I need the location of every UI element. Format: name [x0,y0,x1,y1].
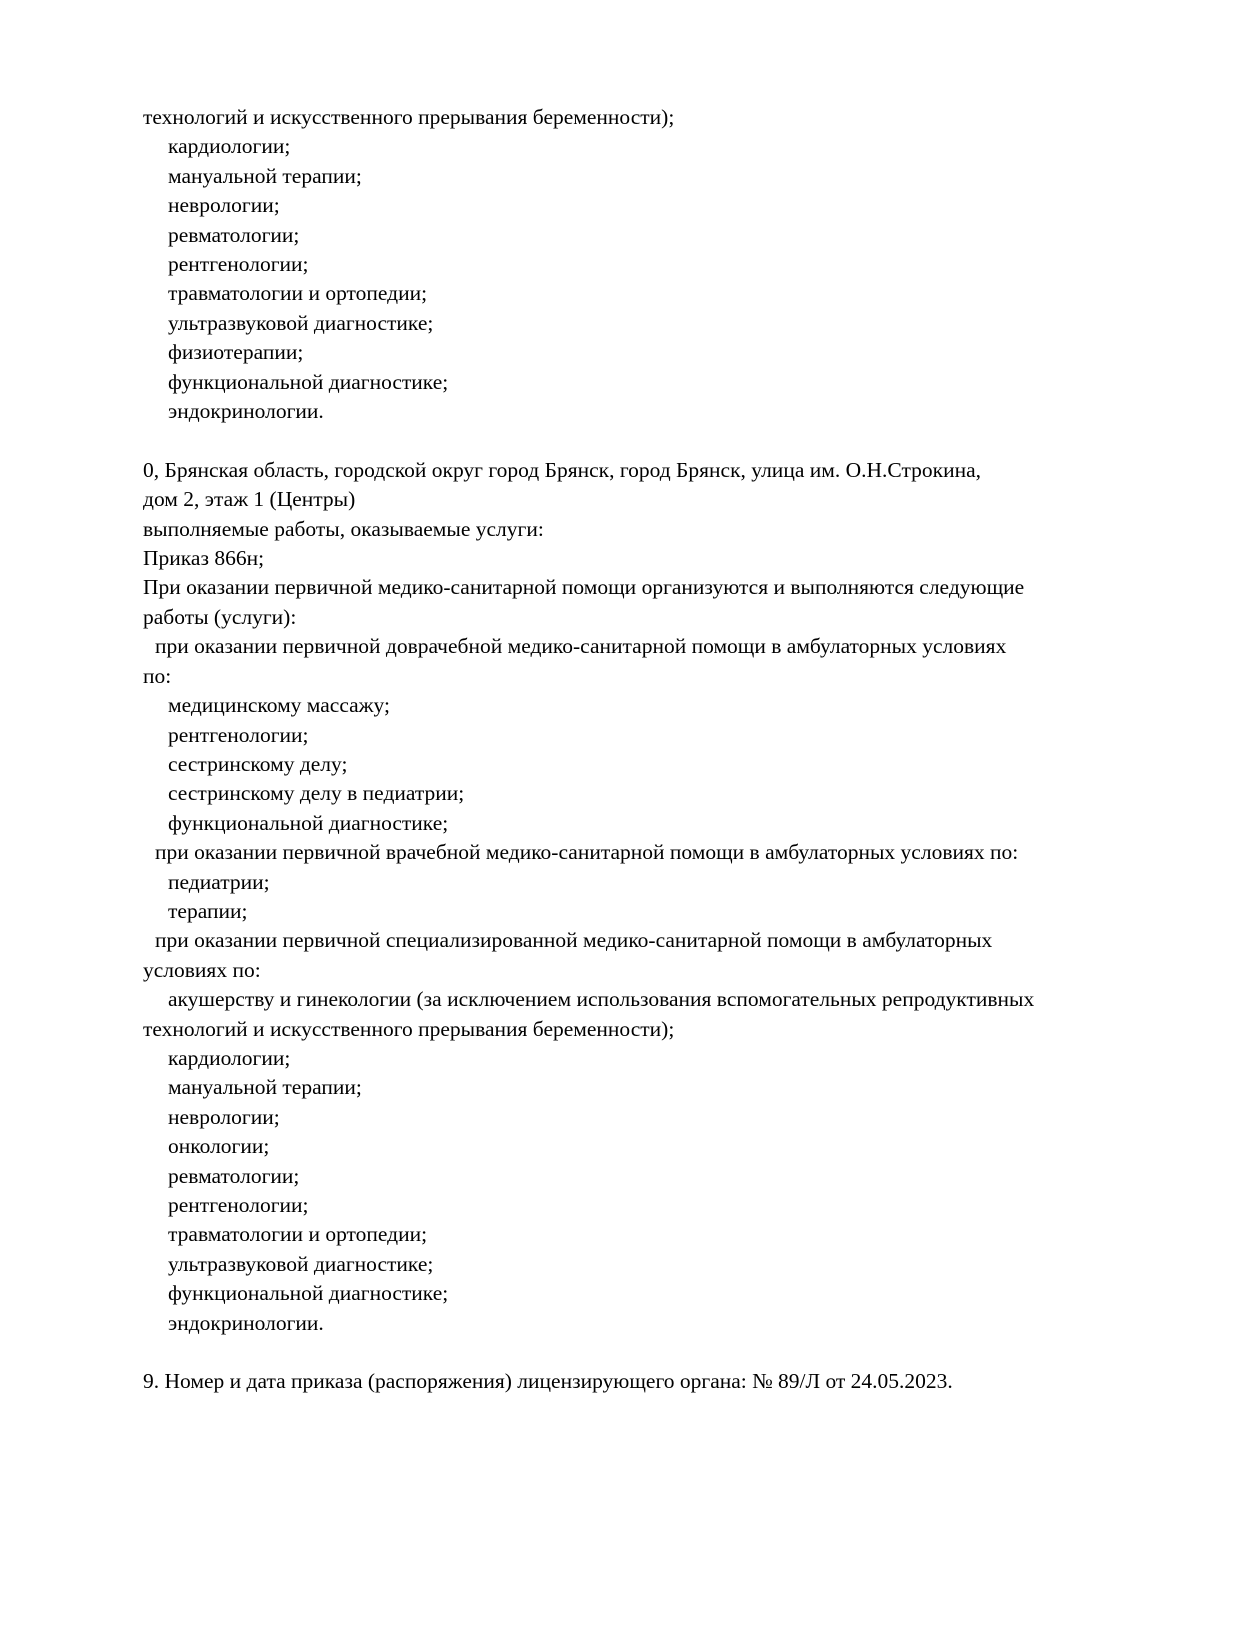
paragraph-gap [143,426,1153,455]
intro-line: работы (услуги): [143,604,297,629]
paragraph-gap [143,1338,1153,1367]
list-item: функциональной диагностике; [168,810,449,835]
list-item: неврологии; [168,193,280,218]
list-item: рентгенологии; [168,252,309,277]
list-item: функциональной диагностике; [168,1281,449,1306]
list-item-cont: технологий и искусственного прерывания беременности); [143,1016,675,1041]
address-line: 0, Брянская область, городской округ город Брянск, город Брянск, улица им. О.Н.Строкина, [143,457,981,482]
license-order-line: 9. Номер и дата приказа (распоряжения) лицензирующего органа: № 89/Л от 24.05.2023. [143,1369,953,1394]
list-item: физиотерапии; [168,340,304,365]
list-item: ультразвуковой диагностике; [168,310,434,335]
list-item: ультразвуковой диагностике; [168,1251,434,1276]
list-item: эндокринологии. [168,1310,324,1335]
list-item: кардиологии; [168,134,291,159]
order-reference: Приказ 866н; [143,546,265,571]
block-continuation [143,103,1153,426]
list-item: функциональной диагностике; [168,369,449,394]
works-heading: выполняемые работы, оказываемые услуги: [143,516,544,541]
list-item: ревматологии; [168,222,300,247]
list-item: онкологии; [168,1134,270,1159]
intro-line: При оказании первичной медико-санитарной помощи организуются и выполняются следующие [143,575,1025,600]
section-heading-specialized-cont: условиях по: [143,957,261,982]
list-item: неврологии; [168,1104,280,1129]
list-item: мануальной терапии; [168,1075,362,1100]
document-page [143,103,1153,1397]
continuation-line: технологий и искусственного прерывания беременности); [143,105,675,129]
list-item: терапии; [168,898,248,923]
list-item: травматологии и ортопедии; [168,281,428,306]
address-line: дом 2, этаж 1 (Центры) [143,487,356,512]
list-item: педиатрии; [168,869,270,894]
list-item: кардиологии; [168,1045,291,1070]
list-item: акушерству и гинекологии (за исключением использования вспомогательных репродуктивных [168,987,1035,1012]
list-item: эндокринологии. [168,399,324,424]
list-item: травматологии и ортопедии; [168,1222,428,1247]
list-item: медицинскому массажу; [168,693,390,718]
section-heading-prehospital-cont: по: [143,663,172,688]
list-item: рентгенологии; [168,1193,309,1218]
section-heading-specialized: при оказании первичной специализированной медико-санитарной помощи в амбулаторных [155,928,993,953]
list-item: ревматологии; [168,1163,300,1188]
block-address [143,456,1153,1338]
section-heading-doctor: при оказании первичной врачебной медико-санитарной помощи в амбулаторных условиях по: [155,840,1019,865]
section-heading-prehospital: при оказании первичной доврачебной медико-санитарной помощи в амбулаторных условиях [155,634,1007,659]
list-item: сестринскому делу; [168,751,348,776]
list-item: рентгенологии; [168,722,309,747]
list-item: мануальной терапии; [168,163,362,188]
list-item: сестринскому делу в педиатрии; [168,781,465,806]
section-9 [143,1367,1153,1396]
